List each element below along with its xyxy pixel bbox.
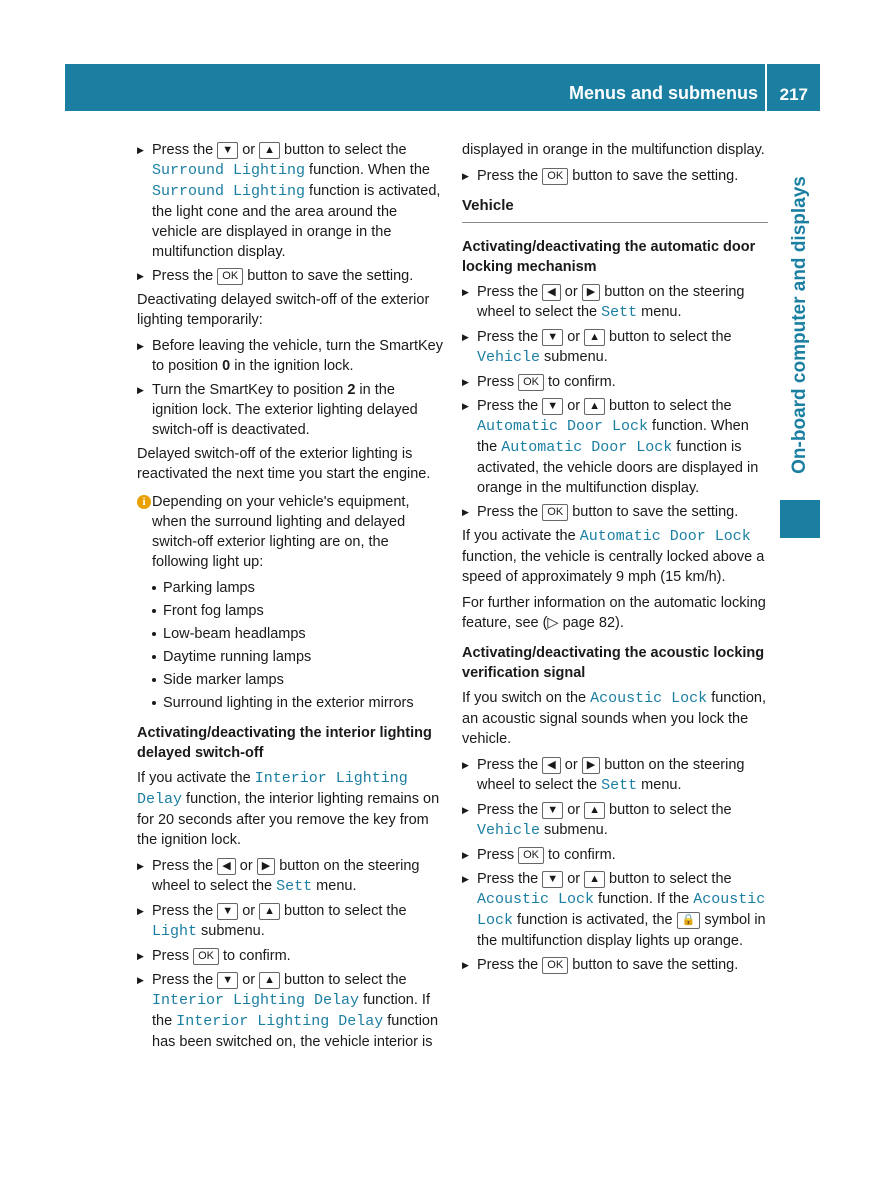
- bold-value: 2: [347, 382, 356, 398]
- text-run: function, the interior lighting remains on for 20 seconds after you remove the key from the ignition lock.: [137, 791, 440, 848]
- text-run: menu.: [637, 777, 682, 793]
- display-term: Light: [152, 923, 198, 940]
- bullet-dot: [152, 609, 156, 613]
- left-column: [137, 140, 443, 1056]
- key-symbol: ▼: [542, 329, 563, 346]
- display-term: Acoustic Lock: [477, 891, 766, 929]
- paragraph: [462, 688, 768, 749]
- text-run: Press the: [477, 504, 543, 520]
- header-divider: [765, 64, 767, 111]
- display-term: Interior Lighting Delay: [137, 770, 408, 808]
- chapter-side-label: On-board computer and displays: [789, 176, 810, 474]
- display-term: Automatic Door Lock: [477, 418, 649, 435]
- text-run: function. If the: [594, 891, 694, 907]
- instruction-step: [137, 946, 443, 966]
- text-run: function is activated, the light cone and the area around the vehicle are displayed in orange in the multifunction display.: [152, 183, 441, 260]
- text-run: displayed in orange in the multifunction display.: [462, 142, 765, 158]
- text-run: Press the: [477, 802, 543, 818]
- instruction-step: [137, 970, 443, 1052]
- text-run: button to select the: [605, 398, 732, 414]
- text-run: Side marker lamps: [163, 672, 284, 688]
- text-run: or: [563, 329, 585, 345]
- text-run: Front fog lamps: [163, 603, 264, 619]
- display-term: Surround Lighting: [152, 162, 306, 179]
- text-run: function. When the: [305, 162, 430, 178]
- text-run: button to select the: [280, 972, 407, 988]
- bullet-dot: [152, 701, 156, 705]
- paragraph: [137, 290, 443, 330]
- key-symbol: ▲: [259, 972, 280, 989]
- text-run: to confirm.: [544, 374, 616, 390]
- text-run: Surround lighting in the exterior mirrors: [163, 695, 414, 711]
- text-run: submenu.: [197, 923, 265, 939]
- display-term: Sett: [601, 304, 638, 321]
- key-symbol: ▶: [582, 757, 600, 774]
- display-term: Sett: [276, 878, 313, 895]
- text-run: Press the: [152, 972, 218, 988]
- paragraph: [462, 593, 768, 633]
- text-run: If you switch on the: [462, 690, 591, 706]
- text-run: button to save the setting.: [568, 957, 739, 973]
- display-term: Interior Lighting Delay: [176, 1013, 384, 1030]
- text-run: submenu.: [540, 822, 608, 838]
- key-symbol: ▼: [217, 142, 238, 159]
- bold-value: 0: [222, 358, 231, 374]
- display-term: Acoustic Lock: [477, 891, 595, 908]
- instruction-step: [462, 282, 768, 323]
- text-run: Press the: [477, 871, 543, 887]
- key-symbol: ▲: [584, 871, 605, 888]
- text-run: or: [560, 284, 582, 300]
- text-run: button to select the: [605, 329, 732, 345]
- text-run: Press: [152, 948, 194, 964]
- bullet-dot: [152, 632, 156, 636]
- text-run: button to save the setting.: [568, 168, 739, 184]
- display-term: Vehicle: [477, 822, 541, 839]
- text-run: function, the vehicle is centrally locked above a speed of approximately 9 mph (15 km/h).: [462, 549, 765, 585]
- text-run: function is activated, the: [513, 912, 677, 928]
- instruction-step: [462, 800, 768, 841]
- bullet-dot: [152, 655, 156, 659]
- key-symbol: ▲: [259, 142, 280, 159]
- bullet-dot: [152, 678, 156, 682]
- text-run: or: [563, 871, 585, 887]
- instruction-step: [462, 845, 768, 865]
- text-run: Before leaving the vehicle, turn the SmartKey to position: [152, 338, 443, 374]
- key-symbol: ▼: [217, 903, 238, 920]
- list-item: [152, 601, 443, 621]
- text-run: button on the steering wheel to select the: [477, 757, 745, 793]
- key-symbol: ◀: [542, 284, 560, 301]
- text-run: or: [563, 802, 585, 818]
- text-run: menu.: [312, 878, 357, 894]
- text-run: Vehicle: [462, 197, 514, 214]
- text-run: Activating/deactivating the acoustic locking verification signal: [462, 645, 765, 681]
- text-run: button to save the setting.: [568, 504, 739, 520]
- text-run: button on the steering wheel to select the: [477, 284, 745, 320]
- key-symbol: OK: [542, 168, 568, 185]
- text-run: Press the: [477, 168, 543, 184]
- info-note: [137, 492, 443, 572]
- text-run: button on the steering wheel to select the: [152, 858, 420, 894]
- text-run: in the ignition lock.: [230, 358, 354, 374]
- instruction-step: [137, 380, 443, 440]
- chapter-side-tab: [780, 500, 820, 538]
- text-run: function is activated, the vehicle doors are displayed in orange in the multifunction display.: [477, 439, 759, 496]
- text-run: Press the: [477, 757, 543, 773]
- key-symbol: ▼: [542, 802, 563, 819]
- key-symbol: OK: [542, 504, 568, 521]
- text-run: Press the: [152, 858, 218, 874]
- text-run: Parking lamps: [163, 580, 255, 596]
- display-term: Automatic Door Lock: [579, 528, 751, 545]
- paragraph: [462, 140, 768, 160]
- text-run: Press: [477, 847, 519, 863]
- right-column: [462, 140, 768, 979]
- instruction-step: [137, 336, 443, 376]
- instruction-step: [462, 372, 768, 392]
- instruction-step: [462, 755, 768, 796]
- key-symbol: OK: [193, 948, 219, 965]
- key-symbol: 🔒: [677, 912, 701, 929]
- instruction-step: [137, 266, 443, 286]
- page-number: 217: [779, 85, 808, 104]
- list-item: [152, 693, 443, 713]
- text-run: Press the: [152, 903, 218, 919]
- key-symbol: ▼: [217, 972, 238, 989]
- text-run: Activating/deactivating the automatic door locking mechanism: [462, 239, 756, 275]
- text-run: function. When the: [477, 418, 749, 455]
- key-symbol: ▼: [542, 871, 563, 888]
- paragraph: [137, 444, 443, 484]
- text-run: Depending on your vehicle's equipment, when the surround lighting and delayed switch-off exterior lighting are on, the following light up:: [152, 494, 410, 570]
- text-run: symbol in the multifunction display lights up orange.: [477, 912, 766, 949]
- text-run: Press the: [152, 142, 218, 158]
- text-run: If you activate the: [462, 528, 580, 544]
- key-symbol: OK: [518, 374, 544, 391]
- instruction-step: [462, 396, 768, 498]
- text-run: in the ignition lock. The exterior lighting delayed switch-off is deactivated.: [152, 382, 418, 438]
- key-symbol: ▲: [259, 903, 280, 920]
- key-symbol: OK: [518, 847, 544, 864]
- key-symbol: ▲: [584, 398, 605, 415]
- text-run: Press the: [477, 957, 543, 973]
- paragraph: [462, 526, 768, 587]
- instruction-step: [462, 502, 768, 522]
- section-heading: [462, 196, 768, 223]
- text-run: to confirm.: [219, 948, 291, 964]
- info-icon: i: [137, 495, 151, 509]
- text-run: button to select the: [280, 142, 407, 158]
- text-run: to confirm.: [544, 847, 616, 863]
- text-run: function. If the: [152, 992, 430, 1029]
- text-run: button to select the: [605, 871, 732, 887]
- text-run: submenu.: [540, 349, 608, 365]
- text-run: or: [238, 972, 260, 988]
- text-run: Low-beam headlamps: [163, 626, 306, 642]
- key-symbol: ▲: [584, 802, 605, 819]
- page-header: [65, 64, 820, 111]
- text-run: Press the: [477, 329, 543, 345]
- text-run: Activating/deactivating the interior lighting delayed switch-off: [137, 725, 432, 761]
- subheading: [462, 643, 768, 683]
- text-run: or: [235, 858, 257, 874]
- text-run: Turn the SmartKey to position: [152, 382, 348, 398]
- display-term: Vehicle: [477, 349, 541, 366]
- display-term: Automatic Door Lock: [501, 439, 673, 456]
- list-item: [152, 647, 443, 667]
- text-run: or: [560, 757, 582, 773]
- bullet-dot: [152, 586, 156, 590]
- text-run: Press the: [477, 284, 543, 300]
- text-run: Press: [477, 374, 519, 390]
- instruction-step: [462, 955, 768, 975]
- instruction-step: [462, 166, 768, 186]
- subheading: [462, 237, 768, 277]
- text-run: If you activate the: [137, 770, 255, 786]
- key-symbol: ◀: [217, 858, 235, 875]
- key-symbol: ▶: [257, 858, 275, 875]
- instruction-step: [462, 327, 768, 368]
- text-run: function has been switched on, the vehicle interior is: [152, 1013, 439, 1050]
- text-run: or: [238, 142, 260, 158]
- display-term: Sett: [601, 777, 638, 794]
- key-symbol: ▲: [584, 329, 605, 346]
- text-run: button to save the setting.: [243, 268, 414, 284]
- text-run: menu.: [637, 304, 682, 320]
- text-run: button to select the: [605, 802, 732, 818]
- text-run: Deactivating delayed switch-off of the exterior lighting temporarily:: [137, 292, 430, 328]
- list-item: [152, 670, 443, 690]
- paragraph: [137, 768, 443, 850]
- text-run: Press the: [477, 398, 543, 414]
- text-run: or: [563, 398, 585, 414]
- text-run: or: [238, 903, 260, 919]
- instruction-step: [137, 140, 443, 262]
- list-item: [152, 578, 443, 598]
- section-title: Menus and submenus: [568, 83, 758, 103]
- key-symbol: ◀: [542, 757, 560, 774]
- key-symbol: OK: [542, 957, 568, 974]
- display-term: Acoustic Lock: [590, 690, 708, 707]
- list-item: [152, 624, 443, 644]
- display-term: Surround Lighting: [152, 183, 306, 200]
- text-run: Press the: [152, 268, 218, 284]
- text-run: Delayed switch-off of the exterior lighting is reactivated the next time you start the engine.: [137, 446, 431, 482]
- key-symbol: ▼: [542, 398, 563, 415]
- instruction-step: [137, 901, 443, 942]
- key-symbol: ▶: [582, 284, 600, 301]
- display-term: Interior Lighting Delay: [152, 992, 360, 1009]
- text-run: button to select the: [280, 903, 407, 919]
- instruction-step: [137, 856, 443, 897]
- text-run: function, an acoustic signal sounds when you lock the vehicle.: [462, 690, 767, 747]
- key-symbol: OK: [217, 268, 243, 285]
- subheading: [137, 723, 443, 763]
- text-run: For further information on the automatic locking feature, see (▷ page 82).: [462, 595, 766, 631]
- text-run: Daytime running lamps: [163, 649, 312, 665]
- instruction-step: [462, 869, 768, 951]
